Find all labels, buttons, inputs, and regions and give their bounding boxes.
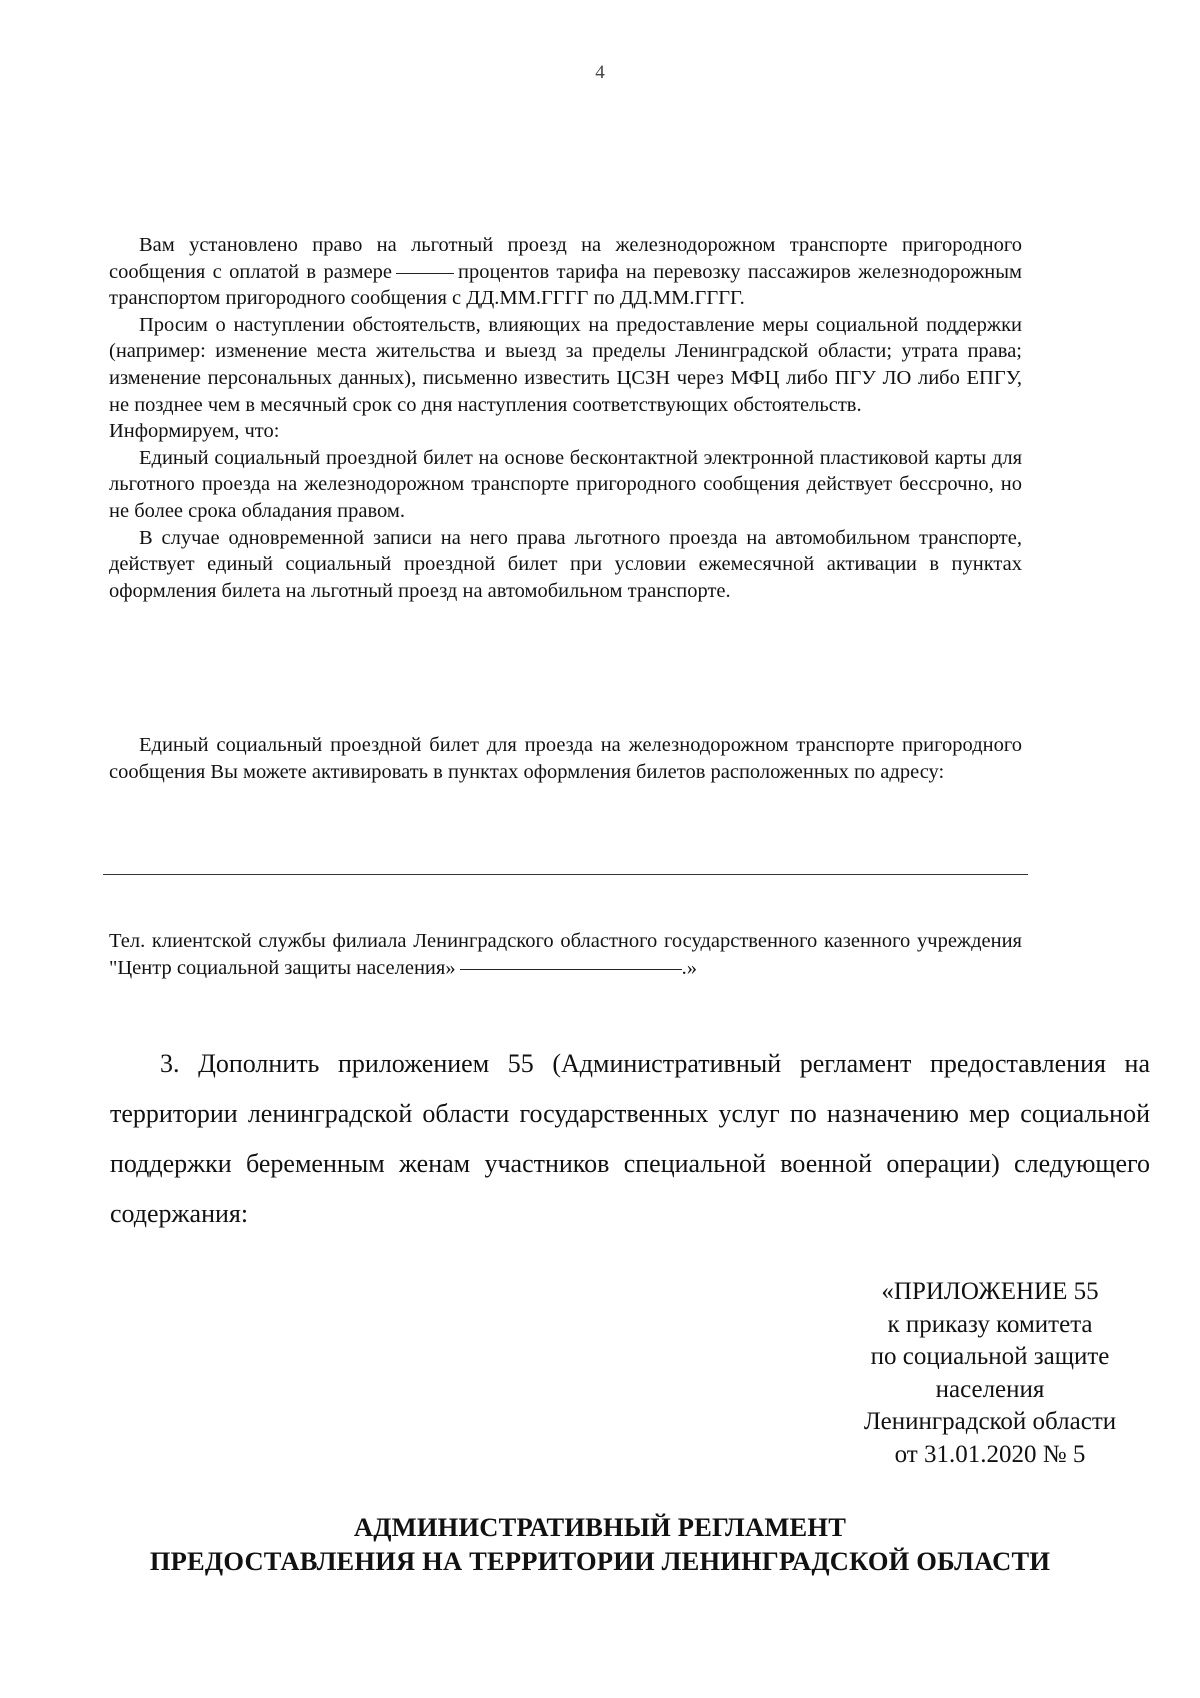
document-title-line-1: АДМИНИСТРАТИВНЫЙ РЕГЛАМЕНТ	[353, 1512, 847, 1542]
approval-stamp-block	[840, 1276, 1140, 1472]
notice-p7: Тел. клиентской службы филиала Ленинградского областного государственного казенного учреждения "Центр социальной защиты населения»	[109, 930, 1022, 979]
notice-address-block	[109, 732, 1022, 785]
approval-line-5: Ленинградской области	[863, 1408, 1117, 1436]
notice-paragraph-address: Единый социальный проездной билет для проезда на железнодорожном транспорте пригородного сообщения Вы можете активировать в пунктах оформления билетов расположенных по адресу:	[109, 734, 1022, 783]
address-blank-line	[103, 874, 1028, 875]
notice-paragraph-inform: Информируем, что:	[109, 420, 280, 443]
notice-paragraph-right	[109, 232, 1022, 312]
notice-paragraph-phone	[109, 928, 1022, 981]
notice-p1-part1: Вам установлено право на льготный проезд на железнодорожном транспорте пригородного сообщения с оплатой в размере	[109, 234, 1022, 283]
notice-p7-end: .»	[681, 956, 697, 979]
notice-phone-block	[109, 928, 1022, 981]
percent-blank	[396, 273, 454, 274]
notice-paragraph-ticket: Единый социальный проездной билет на основе бесконтактной электронной пластиковой карты для льготного проезда на железнодорожном транспорте пригородного сообщения действует бессрочно, но не более срока обладания правом.	[109, 446, 1022, 522]
document-title-line-2: ПРЕДОСТАВЛЕНИЯ НА ТЕРРИТОРИИ ЛЕНИНГРАДСКОЙ ОБЛАСТИ	[149, 1546, 1051, 1576]
approval-line-4: населения	[935, 1375, 1045, 1403]
item-3-paragraph: 3. Дополнить приложением 55 (Административный регламент предоставления на территории ленинградской области государственных услуг по назначению мер социальной поддержки беременным женам участников специальной военной операции) следующего содержания:	[110, 1049, 1150, 1228]
approval-line-6: от 31.01.2020 № 5	[894, 1440, 1086, 1468]
approval-line-1: «ПРИЛОЖЕНИЕ 55	[881, 1278, 1099, 1305]
phone-blank	[460, 969, 682, 970]
notice-block	[109, 232, 1022, 604]
page-number: 4	[595, 62, 605, 83]
notice-p1-part2: процентов тарифа на перевозку пассажиров железнодорожным транспортом пригородного сообщения с ДД.ММ.ГГГГ по ДД.ММ.ГГГГ.	[109, 260, 1022, 310]
approval-line-3: по социальной защите	[870, 1343, 1110, 1371]
approval-line-2: к приказу комитета	[887, 1310, 1093, 1338]
notice-paragraph-activation: В случае одновременной записи на него права льготного проезда на автомобильном транспорте, действует единый социальный проездной билет при условии ежемесячной активации в пунктах оформления билета на льготный проезд на автомобильном транспорте.	[109, 526, 1022, 602]
main-text-block	[110, 1039, 1150, 1239]
notice-paragraph-notify: Просим о наступлении обстоятельств, влияющих на предоставление меры социальной поддержки (например: изменение места жительства и выезд за пределы Ленинградской области; утрата права; изменение персональных данных), письменно известить ЦСЗН через МФЦ либо ПГУ ЛО либо ЕПГУ, не позднее чем в месячный срок со дня наступления соответствующих обстоятельств.	[109, 313, 1022, 416]
